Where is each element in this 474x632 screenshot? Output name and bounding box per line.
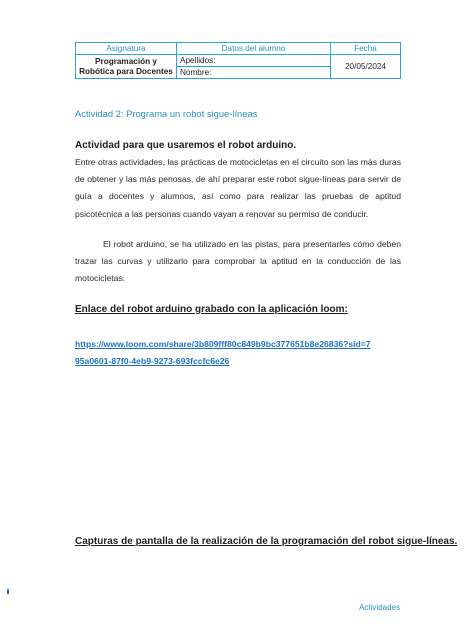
header-table: [75, 42, 401, 79]
link-heading: Enlace del robot arduino grabado con la aplicación loom:: [75, 304, 348, 315]
subject-cell: Programación y Robótica para Docentes: [76, 55, 177, 79]
header-col-subject: Asignatura: [76, 43, 177, 55]
date-cell: 20/05/2024: [331, 55, 401, 79]
section-heading: Actividad para que usaremos el robot arduino.: [75, 140, 297, 151]
captures-heading: Capturas de pantalla de la realización de la programación del robot sigue-líneas.: [75, 536, 458, 547]
header-col-date: Fecha: [331, 43, 401, 55]
surname-field: Apellidos:: [177, 55, 331, 67]
page-margin-mark: [7, 589, 9, 594]
loom-video-link[interactable]: https://www.loom.com/share/3b809fff80c849b9bc377651b8e26836?sid=795a0601-87f0-4eb9-9273-693fccfc6e26: [75, 339, 371, 366]
paragraph-usage: El robot arduino, se ha utilizado en las pistas, para presentarles cómo deben trazar las curvas y utilizarlo para comprobar la aptitud en la conducción de las motocicletas.: [75, 239, 401, 284]
activity-title: Actividad 2: Programa un robot sigue-líneas: [75, 108, 258, 119]
paragraph-intro: Entre otras actividades, las prácticas de motocicletas en el circuito son las más duras de obtener y las más penosas, de ahí preparar este robot sigue-líneas para servir de guía a docentes y alumnos, así como para realizar las pruebas de aptitud psicotécnica a las personas cuando vayan a renovar su permiso de conducir.: [75, 157, 401, 219]
name-field: Nombre:: [177, 67, 331, 79]
header-col-student: Datos del alumno: [177, 43, 331, 55]
footer-label: Actividades: [359, 603, 400, 612]
